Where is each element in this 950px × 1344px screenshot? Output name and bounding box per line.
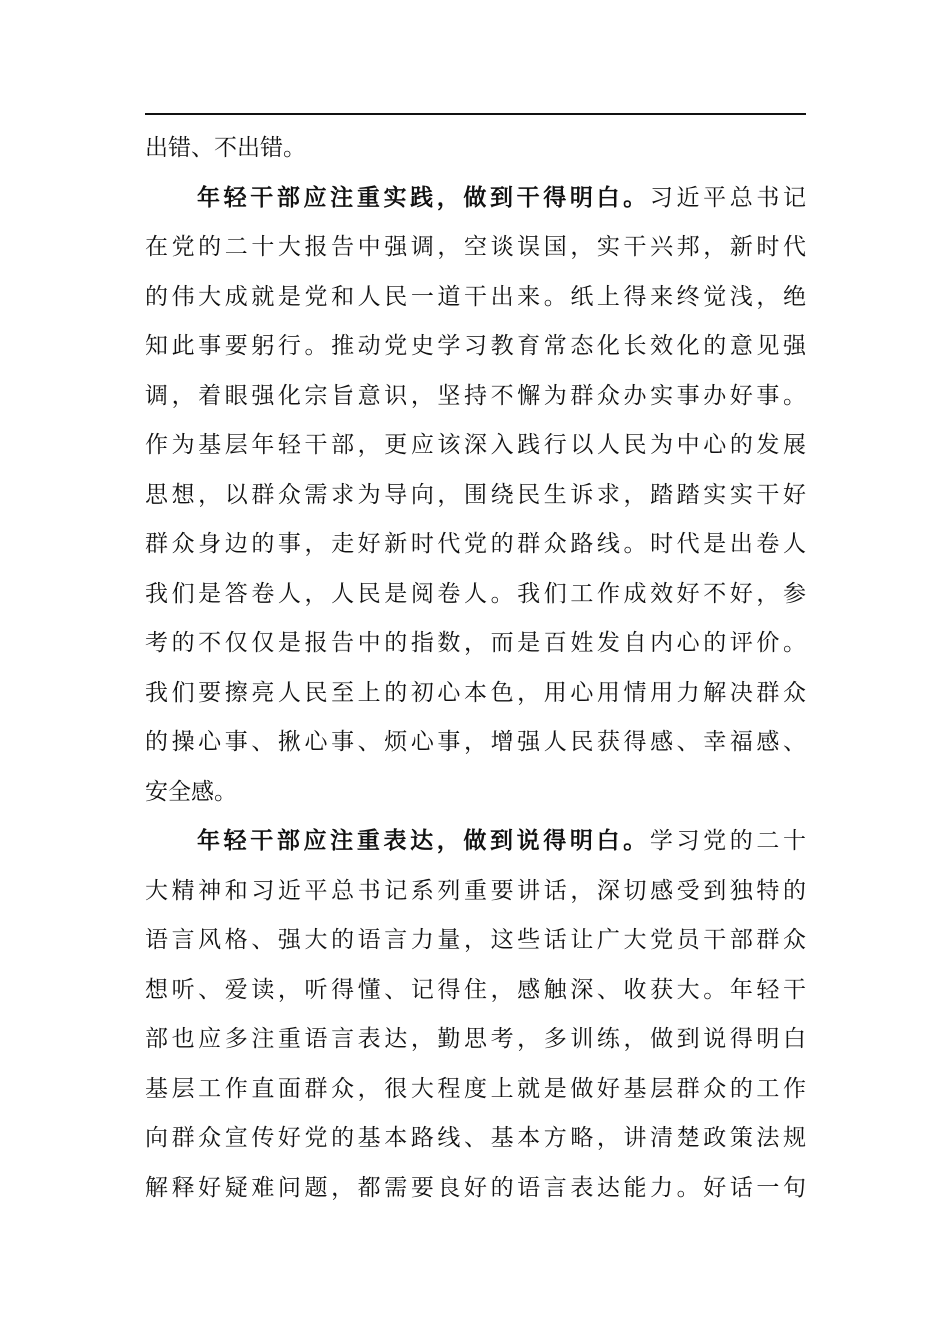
body-line: 我们是答卷人，人民是阅卷人。我们工作成效好不好，参 bbox=[145, 580, 806, 607]
body-line: 想听、爱读，听得懂、记得住，感触深、收获大。年轻干 bbox=[145, 976, 806, 1003]
paragraph-first-line bbox=[145, 174, 806, 224]
paragraph-text: 习近平总书记 bbox=[649, 184, 806, 211]
paragraph-first-line bbox=[145, 817, 806, 867]
document-body bbox=[145, 124, 806, 1213]
body-line: 群众身边的事，走好新时代党的群众路线。时代是出卷人 bbox=[145, 531, 806, 557]
header-rule bbox=[145, 113, 806, 115]
body-line: 的操心事、揪心事、烦心事，增强人民获得感、幸福感、 bbox=[145, 729, 806, 755]
body-line: 思想，以群众需求为导向，围绕民生诉求，踏踏实实干好 bbox=[145, 481, 806, 508]
body-line: 部也应多注重语言表达，勤思考，多训练，做到说得明白 bbox=[145, 1026, 806, 1052]
body-line: 我们要擦亮人民至上的初心本色，用心用情用力解决群众 bbox=[145, 679, 806, 706]
paragraph-heading: 年轻干部应注重实践，做到干得明白。 bbox=[197, 184, 650, 211]
body-line: 作为基层年轻干部，更应该深入践行以人民为中心的发展 bbox=[145, 432, 806, 458]
body-line: 调，着眼强化宗旨意识，坚持不懈为群众办实事办好事。 bbox=[145, 382, 806, 409]
body-line: 解释好疑难问题，都需要良好的语言表达能力。好话一句 bbox=[145, 1174, 806, 1201]
paragraph-heading: 年轻干部应注重表达，做到说得明白。 bbox=[197, 828, 650, 854]
body-line: 基层工作直面群众，很大程度上就是做好基层群众的工作 bbox=[145, 1075, 806, 1102]
paragraph-text: 学习党的二十 bbox=[649, 828, 806, 854]
body-line: 大精神和习近平总书记系列重要讲话，深切感受到独特的 bbox=[145, 877, 806, 904]
body-line: 安全感。 bbox=[145, 778, 237, 805]
body-line: 语言风格、强大的语言力量，这些话让广大党员干部群众 bbox=[145, 927, 806, 953]
body-line: 知此事要躬行。推动党史学习教育常态化长效化的意见强 bbox=[145, 333, 806, 359]
body-line: 在党的二十大报告中强调，空谈误国，实干兴邦，新时代 bbox=[145, 234, 806, 260]
body-line: 的伟大成就是党和人民一道干出来。纸上得来终觉浅，绝 bbox=[145, 283, 806, 310]
body-line: 出错、不出错。 bbox=[145, 135, 306, 161]
body-line: 考的不仅仅是报告中的指数，而是百姓发自内心的评价。 bbox=[145, 630, 806, 656]
body-line: 向群众宣传好党的基本路线、基本方略，讲清楚政策法规 bbox=[145, 1125, 806, 1151]
